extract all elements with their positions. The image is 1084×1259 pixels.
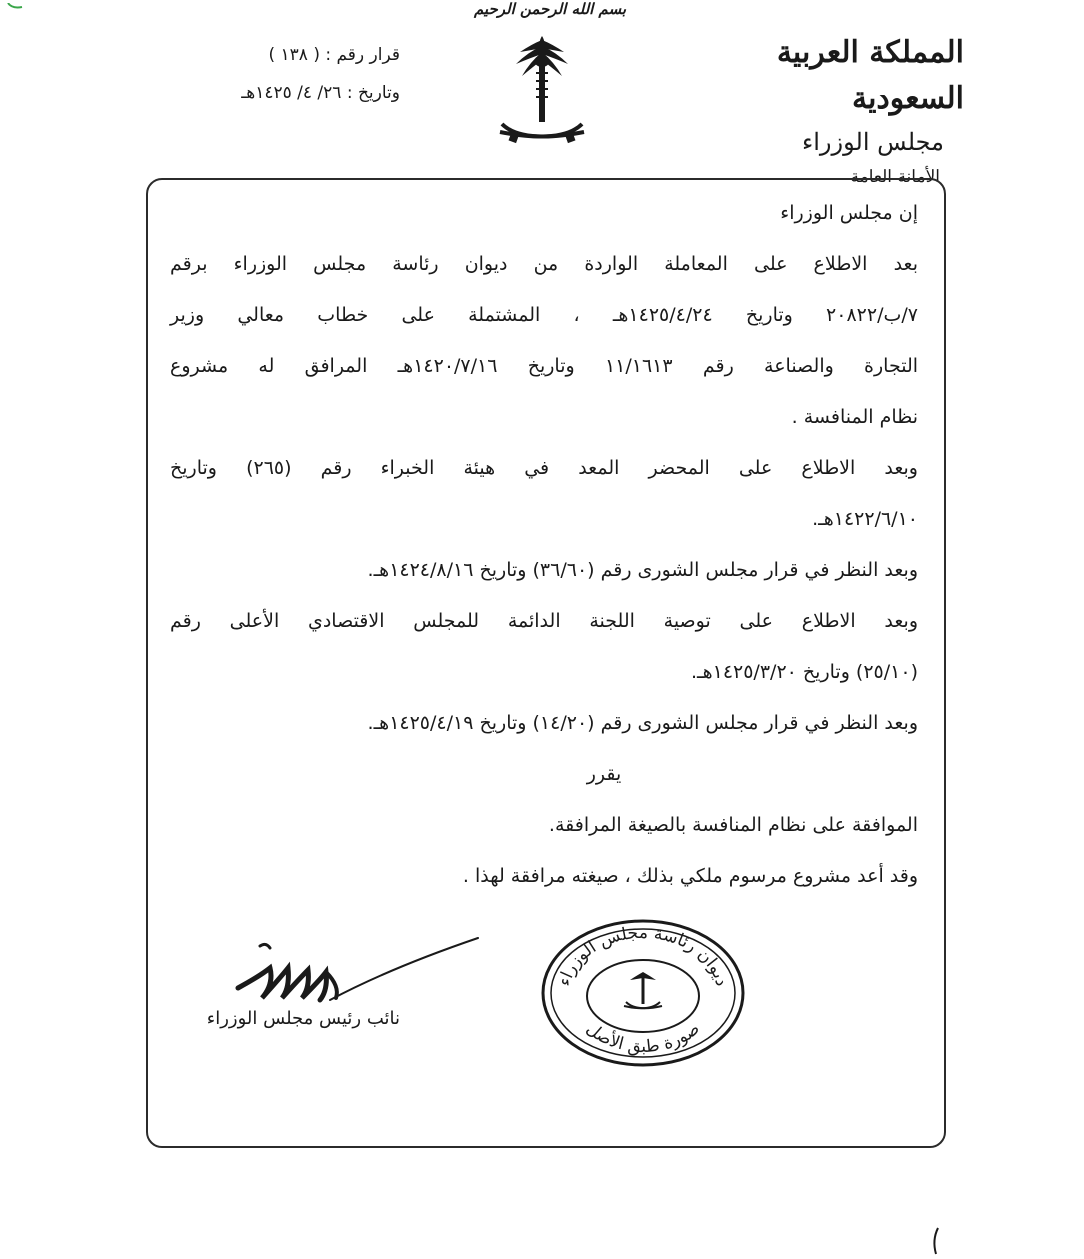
body-line: وبعد النظر في قرار مجلس الشورى رقم (١٤/٢٠) وتاريخ ١٤٢٥/٤/١٩هـ. — [367, 712, 918, 734]
decides-heading: يقرر — [586, 763, 622, 785]
body-line: الموافقة على نظام المنافسة بالصيغة المرافقة. — [548, 814, 918, 836]
body-line: ٧/ب/٢٠٨٢٢ وتاريخ ١٤٢٥/٤/٢٤هـ ، المشتملة على خطاب معالي وزير — [170, 304, 918, 326]
secretariat-name: الأمانة العامة — [850, 167, 940, 187]
body-line: (٢٥/١٠) وتاريخ ١٤٢٥/٣/٢٠هـ. — [690, 661, 918, 683]
body-line: وبعد الاطلاع على المحضر المعد في هيئة الخبراء رقم (٢٦٥) وتاريخ — [170, 457, 918, 479]
body-line: التجارة والصناعة رقم ١١/١٦١٣ وتاريخ ١٤٢٠/٧/١٦هـ المرافق له مشروع — [170, 355, 919, 377]
body-line: نظام المنافسة . — [791, 406, 918, 428]
letterhead — [684, 30, 964, 192]
kingdom-name: المملكة العربية السعودية — [776, 35, 964, 116]
saudi-emblem-icon — [492, 32, 592, 152]
decision-number: قرار رقم : ( ١٣٨ ) — [268, 45, 400, 65]
signature — [230, 928, 490, 1018]
body-line: وبعد النظر في قرار مجلس الشورى رقم (٣٦/٦٠) وتاريخ ١٤٢٤/٨/١٦هـ. — [367, 559, 918, 581]
corner-green-mark — [0, 0, 30, 12]
council-name: مجلس الوزراء — [801, 128, 944, 156]
decision-date: وتاريخ : ٢٦/ ٤/ ١٤٢٥هـ — [241, 83, 400, 103]
body-line: بعد الاطلاع على المعاملة الواردة من ديوان رئاسة مجلس الوزراء برقم — [170, 253, 918, 275]
signer-title: نائب رئيس مجلس الوزراء — [206, 1008, 400, 1029]
stamp-bottom-text: صورة طبق الأصل — [582, 1018, 704, 1058]
decision-body — [170, 188, 918, 902]
body-line: وقد أعد مشروع مرسوم ملكي بذلك ، صيغته مرافقة لهذا . — [462, 865, 918, 887]
page-corner-mark — [928, 1226, 944, 1255]
basmala: بسم الله الرحمن الرحيم — [473, 0, 627, 18]
body-line: ١٤٢٢/٦/١٠هـ. — [812, 508, 918, 530]
official-stamp — [540, 918, 746, 1068]
stamp-top-text: ديوان رئاسة مجلس الوزراء — [554, 922, 732, 989]
body-line: إن مجلس الوزراء — [780, 202, 918, 224]
stamp-emblem-icon — [624, 972, 662, 1008]
decision-reference — [150, 36, 400, 112]
body-line: وبعد الاطلاع على توصية اللجنة الدائمة للمجلس الاقتصادي الأعلى رقم — [170, 610, 918, 632]
